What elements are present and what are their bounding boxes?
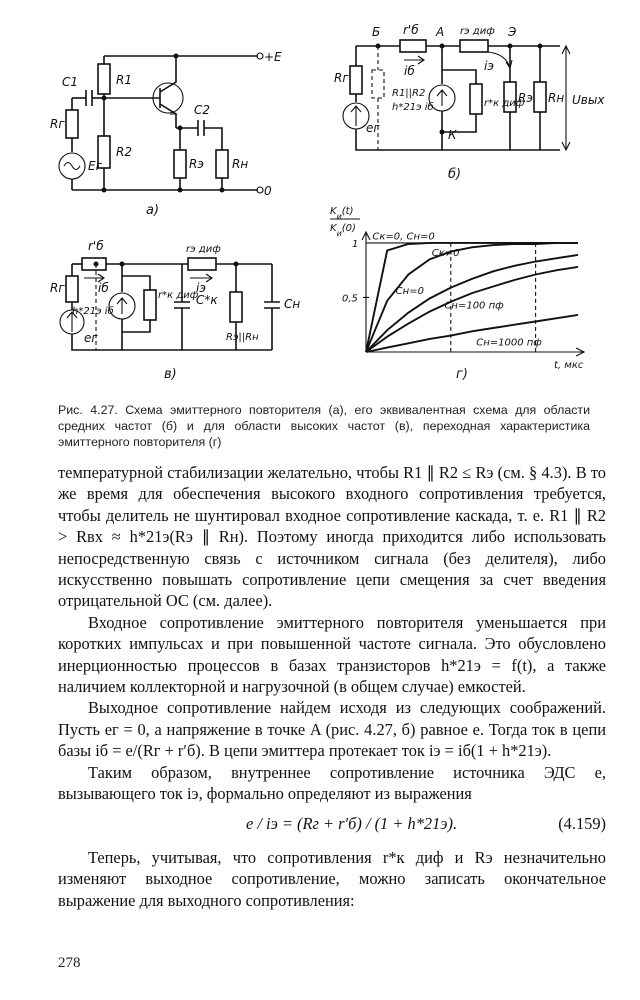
label-eg-a: Eг <box>88 159 102 173</box>
label-re-rn-v: Rэ||Rн <box>226 332 259 343</box>
label-r2: R2 <box>116 145 132 159</box>
formula-row <box>58 813 606 834</box>
paragraph-3: Выходное сопротивление найдем исходя из следующих соображений. Пусть eг = 0, а напряжение в точке A (рис. 4.27, б) равное e. Тогда ток в цепи базы iб = e/(Rг + r′б). В цепи эмиттера протекает ток iэ = iб(1 + h*21э). <box>58 698 606 761</box>
label-rg-a: Rг <box>50 117 65 131</box>
resistor-rg <box>66 110 78 138</box>
resistor-rg-v <box>66 276 78 302</box>
chart-xlabel: t, мкс <box>554 360 584 371</box>
chart-annotation-0: Cк=0, Cн=0 <box>372 231 435 243</box>
label-node-b: Б <box>372 25 381 39</box>
chart-ytick-1: 1 <box>352 238 359 250</box>
label-cn-v: Cн <box>284 297 301 311</box>
label-rn-b: Rн <box>548 91 565 105</box>
label-c2: C2 <box>194 103 211 117</box>
resistor-rg-b <box>350 66 362 94</box>
label-rg-b: Rг <box>334 71 349 85</box>
label-c1: C1 <box>62 75 79 89</box>
panel-g-label: г) <box>456 367 468 382</box>
main-text <box>58 462 606 911</box>
label-ib-v: iб <box>98 281 109 295</box>
label-plus-e: +E <box>264 50 282 64</box>
label-ck-v: C*к <box>196 293 218 307</box>
label-eg-b: eг <box>366 121 380 135</box>
resistor-r12-dashed <box>372 70 384 98</box>
formula-expression: e / iэ = (Rг + r′б) / (1 + h*21э). <box>246 813 458 833</box>
chart-ylabel-top: $K_и(t)$ <box>330 206 354 221</box>
resistor-re-dif-v <box>188 258 216 270</box>
label-rk-b: r*к диф <box>484 98 525 109</box>
label-rk-v: r*к диф <box>158 290 199 301</box>
label-node-a: А <box>436 25 445 39</box>
chart-ytick-05: 0,5 <box>342 293 358 305</box>
label-rb-v: r'б <box>88 239 104 253</box>
resistor-rn <box>216 150 228 178</box>
label-rn-a: Rн <box>232 157 249 171</box>
figure-4-27 <box>0 0 640 395</box>
paragraph-4: Таким образом, внутреннее сопротивление источника ЭДС e, вызывающего ток iэ, формально определяют из выражения <box>58 762 606 804</box>
label-ie-v: iэ <box>196 281 206 295</box>
panel-v-label: в) <box>164 367 177 382</box>
label-node-k: К <box>448 128 457 142</box>
paragraph-5: Теперь, учитывая, что сопротивления r*к диф и Rэ незначительно изменяют выходное сопротивление, можно записать окончательное выражение для выходного сопротивления: <box>58 847 606 910</box>
panel-a-label: а) <box>146 203 160 218</box>
page-number: 278 <box>58 955 81 971</box>
label-re-a: Rэ <box>189 157 204 171</box>
label-re-b: Rэ <box>518 91 533 105</box>
label-r12-b: R1||R2 <box>392 88 426 99</box>
paragraph-1: температурной стабилизации желательно, чтобы R1 ∥ R2 ≤ Rэ (см. § 4.3). В то же время для обеспечения высокого входного сопротивления требуется, чтобы делитель не шунтировал входное сопротивление каскада, т. е. R1 ∥ R2 > Rвх ≈ h*21э(Rэ ∥ Rн). Поэтому иногда приходится либо использовать непосредственную связь с источником сигнала (без делителя), либо искусственно повышать сопротивление цепи смещения за счет введения отрицательной ОС (см. далее). <box>58 463 606 611</box>
chart-x-axis <box>366 348 584 356</box>
resistor-re-rn-v <box>230 292 242 322</box>
formula-number: (4.159) <box>558 813 606 833</box>
figure-caption: Рис. 4.27. Схема эмиттерного повторителя (а), его эквивалентная схема для области средних частот (б) и для области высоких частот (в), переходная характеристика эмиттерного повторителя (г) <box>58 403 590 449</box>
label-zero: 0 <box>264 184 272 198</box>
label-node-e: Э <box>508 25 517 39</box>
figure-svg <box>0 0 640 395</box>
resistor-re <box>174 150 186 178</box>
chart-annotation-3: Cн=100 пф <box>444 300 504 312</box>
chart-annotation-2: Cн=0 <box>395 286 424 298</box>
label-h21-b: h*21э iб <box>392 102 434 113</box>
label-h21-v: h*21э iб <box>72 306 114 317</box>
label-rb-b: r'б <box>403 23 419 37</box>
paragraph-2: Входное сопротивление эмиттерного повторителя уменьшается при коротких импульсах и при повышенной частоте сигнала. Это обусловлено инерционностью процессов в базах транзисторов h*21э = f(t), а также наличием коллекторной и нагрузочной (в общем случае) емкостей. <box>58 612 606 697</box>
label-ie-b: iэ <box>484 59 494 73</box>
panel-g-chart <box>342 232 584 371</box>
chart-annotation-1: Cк≠0 <box>431 248 460 259</box>
chart-ylabel-bottom: $K_и(0)$ <box>330 223 356 238</box>
label-uout: Uвых <box>572 93 605 107</box>
resistor-re-dif <box>460 40 488 52</box>
resistor-r1 <box>98 64 110 94</box>
resistor-rk-dif <box>470 84 482 114</box>
panel-b-label: б) <box>448 167 462 182</box>
resistor-rn-b <box>534 82 546 112</box>
label-eg-v: eг <box>84 331 98 345</box>
label-re-dif-b: rэ диф <box>460 26 495 37</box>
label-ib-b: iб <box>404 64 415 78</box>
label-r1: R1 <box>116 73 132 87</box>
label-re-dif-v: rэ диф <box>186 244 221 255</box>
label-rg-v: Rг <box>50 281 65 295</box>
resistor-rb <box>400 40 426 52</box>
chart-annotation-4: Cн=1000 пф <box>476 337 542 349</box>
resistor-rk-dif-v <box>144 290 156 320</box>
